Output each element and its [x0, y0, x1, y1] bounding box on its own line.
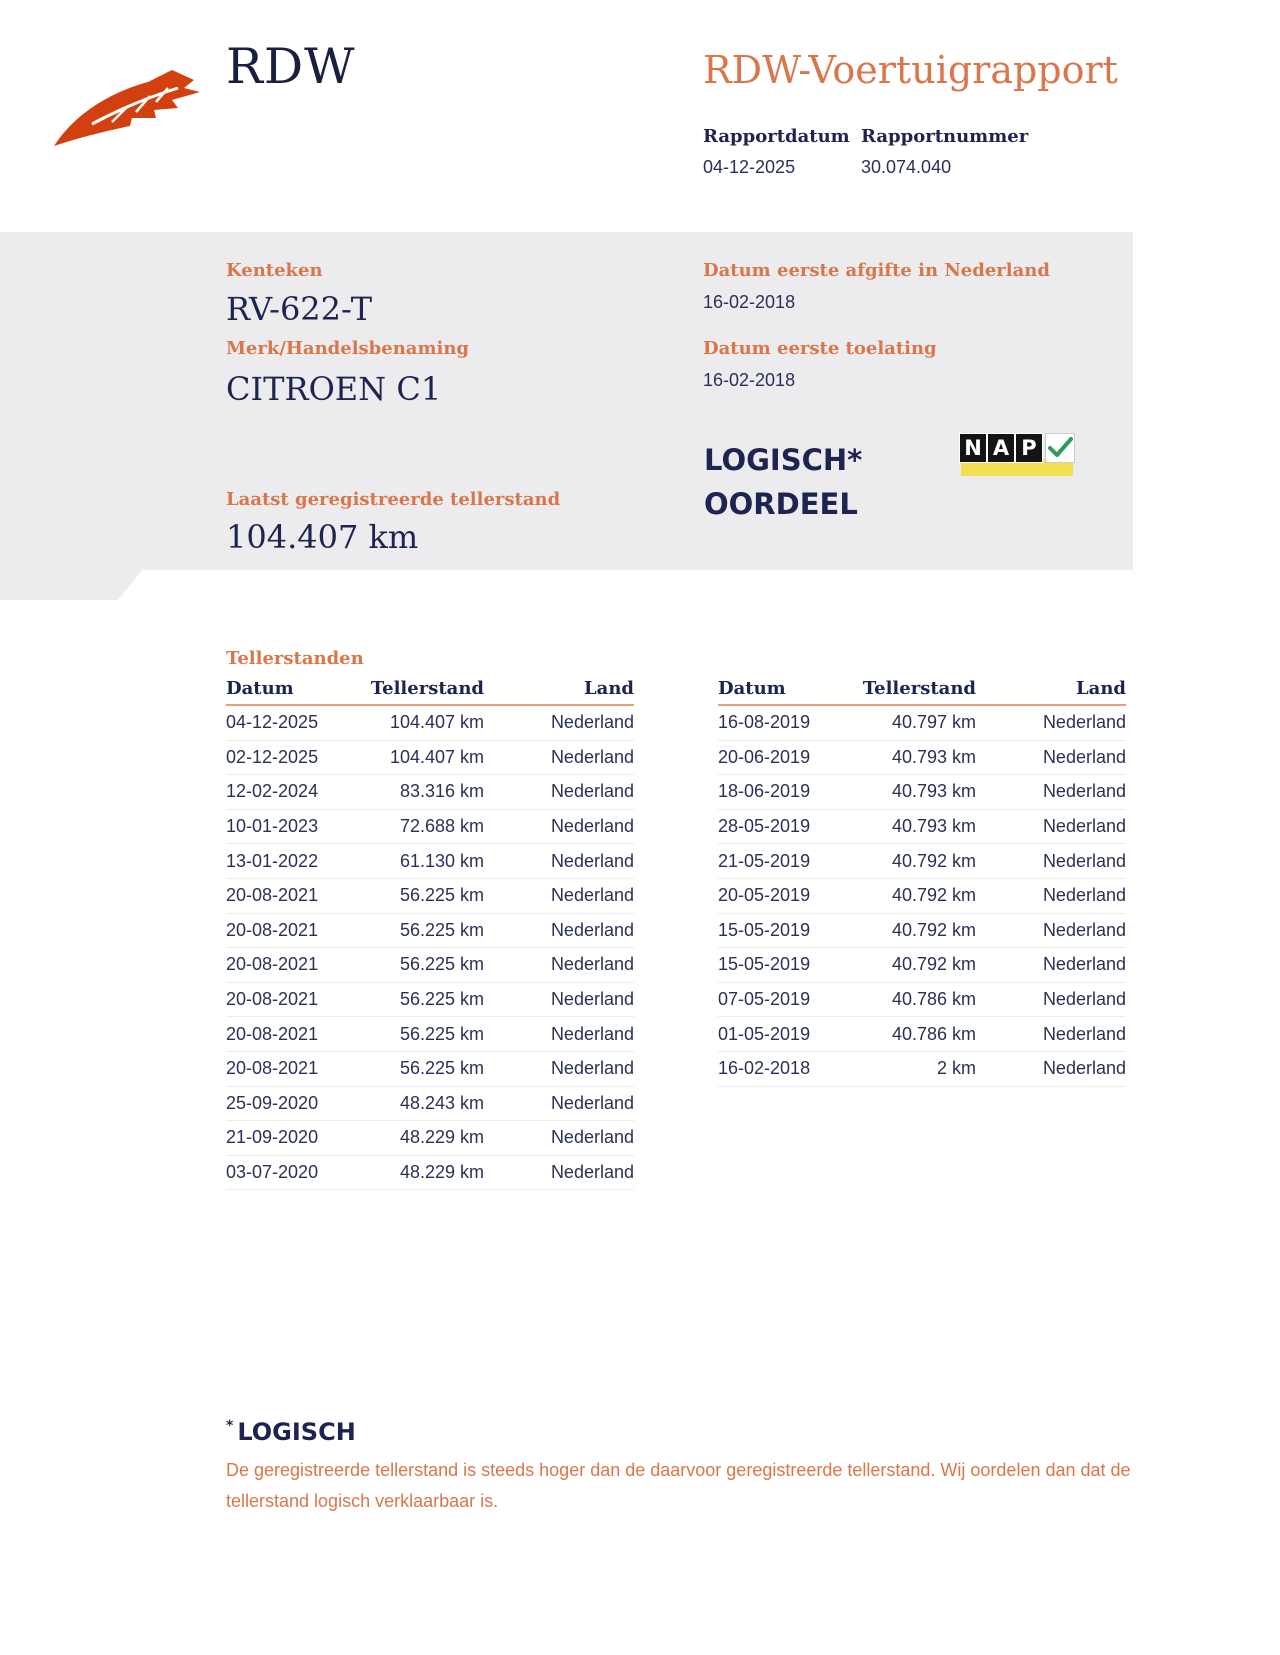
reading-odometer: 56.225 km	[399, 919, 484, 940]
reading-date: 21-05-2019	[718, 850, 811, 871]
reading-date: 04-12-2025	[226, 712, 319, 733]
reading-date: 25-09-2020	[226, 1092, 319, 1113]
nap-letter-a: A	[987, 433, 1015, 463]
first-issue-nl-label: Datum eerste afgifte in Nederland	[703, 260, 1050, 281]
odometer-label: Laatst geregistreerde tellerstand	[226, 489, 561, 510]
table-row	[718, 844, 1126, 879]
footnote-title-text: LOGISCH	[237, 1418, 356, 1446]
reading-country: Nederland	[1042, 712, 1126, 733]
table-row	[718, 914, 1126, 949]
reading-odometer: 40.792 km	[891, 919, 976, 940]
table-row	[718, 741, 1126, 776]
reading-country: Nederland	[550, 746, 634, 767]
reading-date: 03-07-2020	[226, 1162, 319, 1183]
reading-odometer: 72.688 km	[399, 816, 484, 837]
reading-odometer: 40.793 km	[891, 746, 976, 767]
report-number-block	[861, 126, 1028, 178]
reading-date: 12-02-2024	[226, 781, 319, 802]
reading-odometer: 104.407 km	[389, 746, 484, 767]
readings-title: Tellerstanden	[226, 648, 364, 669]
reading-country: Nederland	[550, 1092, 634, 1113]
table-row	[226, 1017, 634, 1052]
reading-country: Nederland	[550, 816, 634, 837]
reading-country: Nederland	[550, 919, 634, 940]
make-label: Merk/Handelsbenaming	[226, 338, 470, 359]
reading-date: 21-09-2020	[226, 1127, 319, 1148]
reading-odometer: 56.225 km	[399, 885, 484, 906]
first-admission-label: Datum eerste toelating	[703, 338, 937, 359]
nap-letter-p: P	[1015, 433, 1043, 463]
verdict-label: OORDEEL	[704, 487, 858, 521]
rdw-logo	[52, 66, 202, 150]
reading-odometer: 40.793 km	[891, 816, 976, 837]
report-date-label: Rapportdatum	[703, 126, 850, 147]
table-row	[226, 1156, 634, 1191]
reading-odometer: 40.792 km	[891, 850, 976, 871]
table-header	[718, 678, 1126, 706]
reading-date: 10-01-2023	[226, 816, 319, 837]
reading-country: Nederland	[550, 954, 634, 975]
reading-date: 18-06-2019	[718, 781, 811, 802]
reading-date: 20-08-2021	[226, 1023, 319, 1044]
reading-country: Nederland	[550, 781, 634, 802]
first-admission-date: 16-02-2018	[703, 370, 796, 390]
reading-country: Nederland	[1042, 1023, 1126, 1044]
reading-date: 28-05-2019	[718, 816, 811, 837]
table-row	[718, 1052, 1126, 1087]
column-header-date: Datum	[718, 678, 786, 699]
plate-label: Kenteken	[226, 260, 323, 281]
reading-country: Nederland	[1042, 781, 1126, 802]
table-row	[226, 775, 634, 810]
column-header-country: Land	[1076, 678, 1126, 699]
reading-date: 15-05-2019	[718, 919, 811, 940]
reading-date: 20-08-2021	[226, 954, 319, 975]
reading-date: 01-05-2019	[718, 1023, 811, 1044]
reading-date: 07-05-2019	[718, 989, 811, 1010]
reading-date: 16-08-2019	[718, 712, 811, 733]
reading-country: Nederland	[1042, 919, 1126, 940]
reading-date: 20-08-2021	[226, 885, 319, 906]
reading-odometer: 2 km	[936, 1058, 976, 1079]
reading-country: Nederland	[550, 989, 634, 1010]
report-date: 04-12-2025	[703, 157, 796, 177]
reading-country: Nederland	[1042, 850, 1126, 871]
reading-country: Nederland	[1042, 816, 1126, 837]
reading-odometer: 40.792 km	[891, 954, 976, 975]
table-row	[226, 879, 634, 914]
table-row	[226, 914, 634, 949]
reading-country: Nederland	[550, 1058, 634, 1079]
table-row	[226, 706, 634, 741]
reading-odometer: 48.229 km	[399, 1162, 484, 1183]
table-row	[226, 810, 634, 845]
vehicle-make: CITROEN C1	[226, 370, 442, 408]
table-row	[226, 1052, 634, 1087]
footnote-title	[226, 1418, 356, 1446]
verdict-value: LOGISCH*	[704, 443, 863, 477]
nap-logo	[959, 433, 1075, 479]
reading-date: 20-06-2019	[718, 746, 811, 767]
reading-country: Nederland	[1042, 746, 1126, 767]
reading-odometer: 83.316 km	[399, 781, 484, 802]
reading-country: Nederland	[550, 712, 634, 733]
report-title: RDW-Voertuigrapport	[703, 48, 1118, 92]
reading-date: 16-02-2018	[718, 1058, 811, 1079]
readings-table-left	[226, 678, 634, 1190]
readings-table-right	[718, 678, 1126, 1087]
column-header-country: Land	[584, 678, 634, 699]
reading-country: Nederland	[550, 1127, 634, 1148]
report-date-block	[703, 126, 850, 178]
table-row	[226, 844, 634, 879]
reading-country: Nederland	[550, 1023, 634, 1044]
table-row	[226, 948, 634, 983]
panel-tail-decoration	[0, 570, 142, 600]
checkmark-icon	[1045, 433, 1075, 463]
reading-odometer: 61.130 km	[399, 850, 484, 871]
brand-name: RDW	[226, 38, 356, 95]
reading-odometer: 40.786 km	[891, 1023, 976, 1044]
table-header	[226, 678, 634, 706]
reading-date: 13-01-2022	[226, 850, 319, 871]
reading-odometer: 56.225 km	[399, 1058, 484, 1079]
table-row	[226, 1121, 634, 1156]
footnote-star: *	[226, 1418, 234, 1434]
reading-country: Nederland	[1042, 1058, 1126, 1079]
reading-odometer: 48.229 km	[399, 1127, 484, 1148]
report-number: 30.074.040	[861, 157, 952, 177]
table-row	[718, 810, 1126, 845]
reading-country: Nederland	[550, 850, 634, 871]
reading-odometer: 56.225 km	[399, 989, 484, 1010]
table-row	[718, 1017, 1126, 1052]
nap-letter-n: N	[959, 433, 987, 463]
table-row	[718, 879, 1126, 914]
reading-date: 20-08-2021	[226, 1058, 319, 1079]
first-issue-nl-date: 16-02-2018	[703, 292, 796, 312]
reading-odometer: 56.225 km	[399, 954, 484, 975]
table-row	[718, 983, 1126, 1018]
reading-odometer: 40.792 km	[891, 885, 976, 906]
license-plate: RV-622-T	[226, 290, 373, 328]
reading-odometer: 104.407 km	[389, 712, 484, 733]
table-row	[718, 706, 1126, 741]
table-row	[718, 775, 1126, 810]
reading-date: 02-12-2025	[226, 746, 319, 767]
footnote-text: De geregistreerde tellerstand is steeds hoger dan de daarvoor geregistreerde tellerstand. Wij oordelen dan dat de tellerstand logisch verklaarbaar is.	[226, 1460, 1131, 1511]
table-row	[226, 1087, 634, 1122]
vehicle-summary-panel	[0, 232, 1133, 570]
column-header-odometer: Tellerstand	[862, 678, 976, 699]
reading-odometer: 40.793 km	[891, 781, 976, 802]
reading-odometer: 40.786 km	[891, 989, 976, 1010]
column-header-date: Datum	[226, 678, 294, 699]
reading-country: Nederland	[1042, 954, 1126, 975]
reading-country: Nederland	[1042, 989, 1126, 1010]
verdict-block	[704, 438, 862, 526]
reading-date: 20-05-2019	[718, 885, 811, 906]
table-row	[718, 948, 1126, 983]
reading-country: Nederland	[1042, 885, 1126, 906]
last-odometer: 104.407 km	[226, 518, 419, 556]
reading-odometer: 56.225 km	[399, 1023, 484, 1044]
report-number-label: Rapportnummer	[861, 126, 1029, 147]
reading-country: Nederland	[550, 885, 634, 906]
reading-country: Nederland	[550, 1162, 634, 1183]
reading-date: 15-05-2019	[718, 954, 811, 975]
table-row	[226, 741, 634, 776]
reading-odometer: 40.797 km	[891, 712, 976, 733]
table-row	[226, 983, 634, 1018]
column-header-odometer: Tellerstand	[370, 678, 484, 699]
reading-date: 20-08-2021	[226, 989, 319, 1010]
reading-date: 20-08-2021	[226, 919, 319, 940]
reading-odometer: 48.243 km	[399, 1092, 484, 1113]
